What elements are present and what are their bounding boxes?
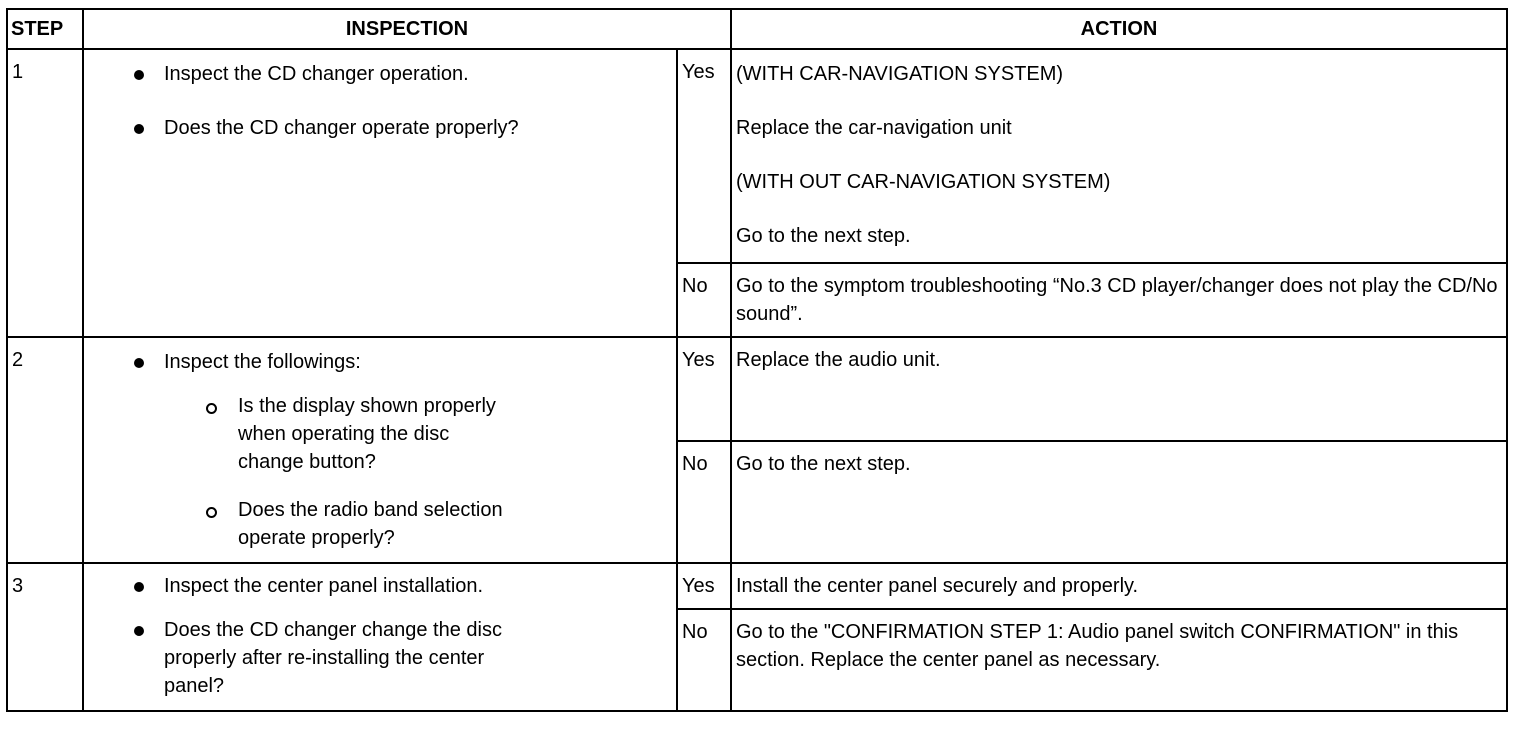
bullet-icon — [134, 582, 144, 592]
yes-action-cell: Install the center panel securely and properly. — [731, 563, 1507, 609]
step-number: 3 — [7, 563, 83, 711]
no-action-cell: Go to the symptom troubleshooting “No.3 CD player/changer does not play the CD/No sound”. — [731, 263, 1507, 337]
header-row — [7, 9, 1507, 49]
inspection-cell — [83, 563, 677, 711]
yes-action-cell: Replace the audio unit. — [731, 337, 1507, 441]
no-label: No — [677, 441, 731, 563]
inspection-header: INSPECTION — [83, 9, 731, 49]
bullet-icon — [134, 626, 144, 636]
no-label: No — [677, 263, 731, 337]
step-1-yes-row — [7, 49, 1507, 263]
inspection-bullet: Does the CD changer operate properly? — [84, 114, 676, 142]
step-number: 2 — [7, 337, 83, 563]
yes-label: Yes — [677, 49, 731, 263]
no-action-cell: Go to the next step. — [731, 441, 1507, 563]
inspection-bullet: Inspect the center panel installation. — [84, 572, 676, 600]
inspection-bullet: Inspect the CD changer operation. — [84, 60, 676, 88]
bullet-icon — [134, 70, 144, 80]
bullet-icon — [134, 358, 144, 368]
step-2-yes-row — [7, 337, 1507, 441]
yes-action-cell: (WITH CAR-NAVIGATION SYSTEM) Replace the car-navigation unit (WITH OUT CAR-NAVIGATION SYSTEM) Go to the next step. — [731, 49, 1507, 263]
action-header: ACTION — [731, 9, 1507, 49]
inspection-bullet: Inspect the followings: — [84, 348, 676, 376]
yes-label: Yes — [677, 563, 731, 609]
troubleshooting-table — [6, 8, 1508, 712]
no-action-cell: Go to the "CONFIRMATION STEP 1: Audio panel switch CONFIRMATION" in this section. Replace the center panel as necessary. — [731, 609, 1507, 711]
no-label: No — [677, 609, 731, 711]
inspection-cell — [83, 337, 677, 563]
step-3-yes-row — [7, 563, 1507, 609]
inspection-subitem: Does the radio band selection operate properly? — [84, 496, 676, 552]
inspection-subitem: Is the display shown properly when operating the disc change button? — [84, 392, 676, 476]
step-number: 1 — [7, 49, 83, 337]
yes-label: Yes — [677, 337, 731, 441]
step-header: STEP — [7, 9, 83, 49]
inspection-bullet: Does the CD changer change the disc properly after re-installing the center panel? — [84, 616, 676, 700]
circle-bullet-icon — [206, 507, 217, 518]
circle-bullet-icon — [206, 403, 217, 414]
bullet-icon — [134, 124, 144, 134]
inspection-cell — [83, 49, 677, 337]
